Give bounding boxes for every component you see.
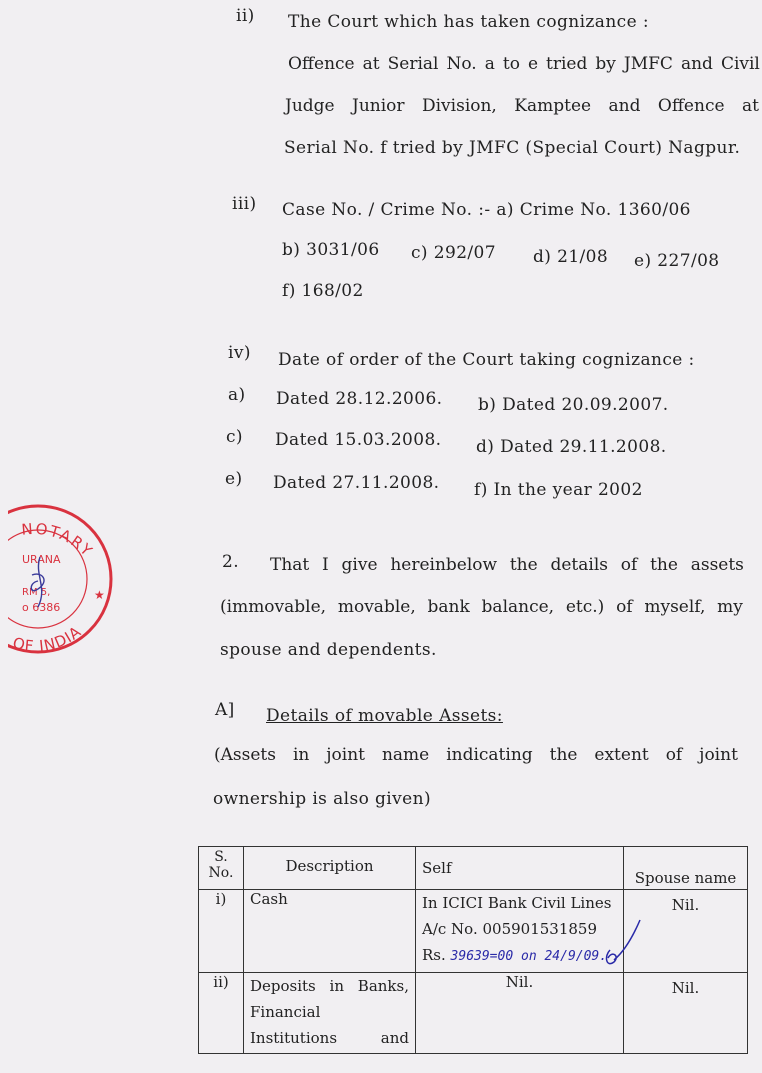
stamp-top-text: NOTARY: [20, 519, 97, 561]
section-ii-heading: The Court which has taken cognizance :: [288, 12, 649, 32]
row-1-self-prefix: Rs.: [422, 946, 446, 964]
signature-mark: [600, 916, 644, 970]
order-f-date: f) In the year 2002: [474, 480, 643, 500]
para-2-line1: That I give hereinbelow the details of the assets: [270, 555, 744, 575]
row-1-self: [416, 890, 624, 973]
notary-stamp: [8, 495, 114, 667]
section-ii-line2: Judge Junior Division, Kamptee and Offence at: [285, 96, 759, 116]
section-iv-marker: iv): [228, 343, 251, 363]
order-e-label: e): [225, 469, 243, 489]
row-2-spouse: Nil.: [624, 973, 748, 1054]
section-iii-marker: iii): [232, 194, 257, 214]
section-iii-line1: Case No. / Crime No. :- a) Crime No. 1360/06: [282, 200, 691, 220]
stamp-name-fragment: URANA: [22, 553, 61, 566]
row-1-self-line1: In ICICI Bank Civil Lines: [422, 894, 612, 912]
row-2-description-line2: Financial: [250, 1003, 321, 1021]
case-b: b) 3031/06: [282, 240, 380, 260]
row-2-description: [244, 973, 416, 1054]
section-ii-marker: ii): [236, 6, 255, 26]
case-d: d) 21/08: [533, 247, 609, 267]
row-2-description-line1: Deposits in Banks,: [250, 977, 409, 995]
row-1-self-line2: A/c No. 005901531859: [422, 920, 598, 938]
order-b-date: b) Dated 20.09.2007.: [478, 395, 669, 415]
row-1-sno: i): [199, 890, 244, 973]
header-spouse: Spouse name: [624, 847, 748, 890]
stamp-reg-fragment: RM 5,: [22, 587, 51, 598]
header-self: Self: [416, 847, 624, 890]
row-1-spouse: Nil.: [624, 890, 748, 973]
row-1-self-line3: [422, 942, 617, 970]
row-2-sno: ii): [199, 973, 244, 1054]
para-2-line2: (immovable, movable, bank balance, etc.) of myself, my: [220, 597, 743, 617]
row-2-description-line3: Institutions and: [250, 1029, 409, 1047]
header-sno: S. No.: [199, 847, 244, 890]
section-iv-heading: Date of order of the Court taking cognizance :: [278, 350, 695, 370]
movable-assets-table: [198, 846, 748, 1054]
row-2-self: Nil.: [416, 973, 624, 1054]
section-a-marker: A]: [215, 700, 235, 720]
section-a-note-line1: (Assets in joint name indicating the extent of joint: [214, 745, 738, 765]
case-e: e) 227/08: [634, 251, 720, 271]
case-c: c) 292/07: [411, 243, 496, 263]
table-row: [199, 973, 748, 1054]
section-a-note-line2: ownership is also given): [213, 789, 431, 809]
section-ii-line1: Offence at Serial No. a to e tried by JMFC and Civil: [288, 54, 760, 74]
para-2-number: 2.: [222, 552, 240, 572]
section-ii-line3: Serial No. f tried by JMFC (Special Court) Nagpur.: [284, 138, 741, 158]
case-f: f) 168/02: [282, 281, 364, 301]
table-header-row: [199, 847, 748, 890]
table-row: [199, 890, 748, 973]
order-e-date: Dated 27.11.2008.: [273, 473, 440, 493]
stamp-bottom-text: OF INDIA: [10, 622, 85, 656]
order-c-label: c): [226, 427, 243, 447]
order-c-date: Dated 15.03.2008.: [275, 430, 442, 450]
handwritten-amount: 39639=00 on 24/9/09.: [450, 949, 608, 964]
star-icon: ★: [94, 588, 105, 602]
para-2-line3: spouse and dependents.: [220, 640, 437, 660]
row-1-description: Cash: [244, 890, 416, 973]
section-a-heading: Details of movable Assets:: [266, 706, 503, 726]
order-a-date: Dated 28.12.2006.: [276, 389, 443, 409]
stamp-number-fragment: o 6386: [22, 601, 61, 614]
order-a-label: a): [228, 385, 246, 405]
header-description: Description: [244, 847, 416, 890]
order-d-date: d) Dated 29.11.2008.: [476, 437, 667, 457]
